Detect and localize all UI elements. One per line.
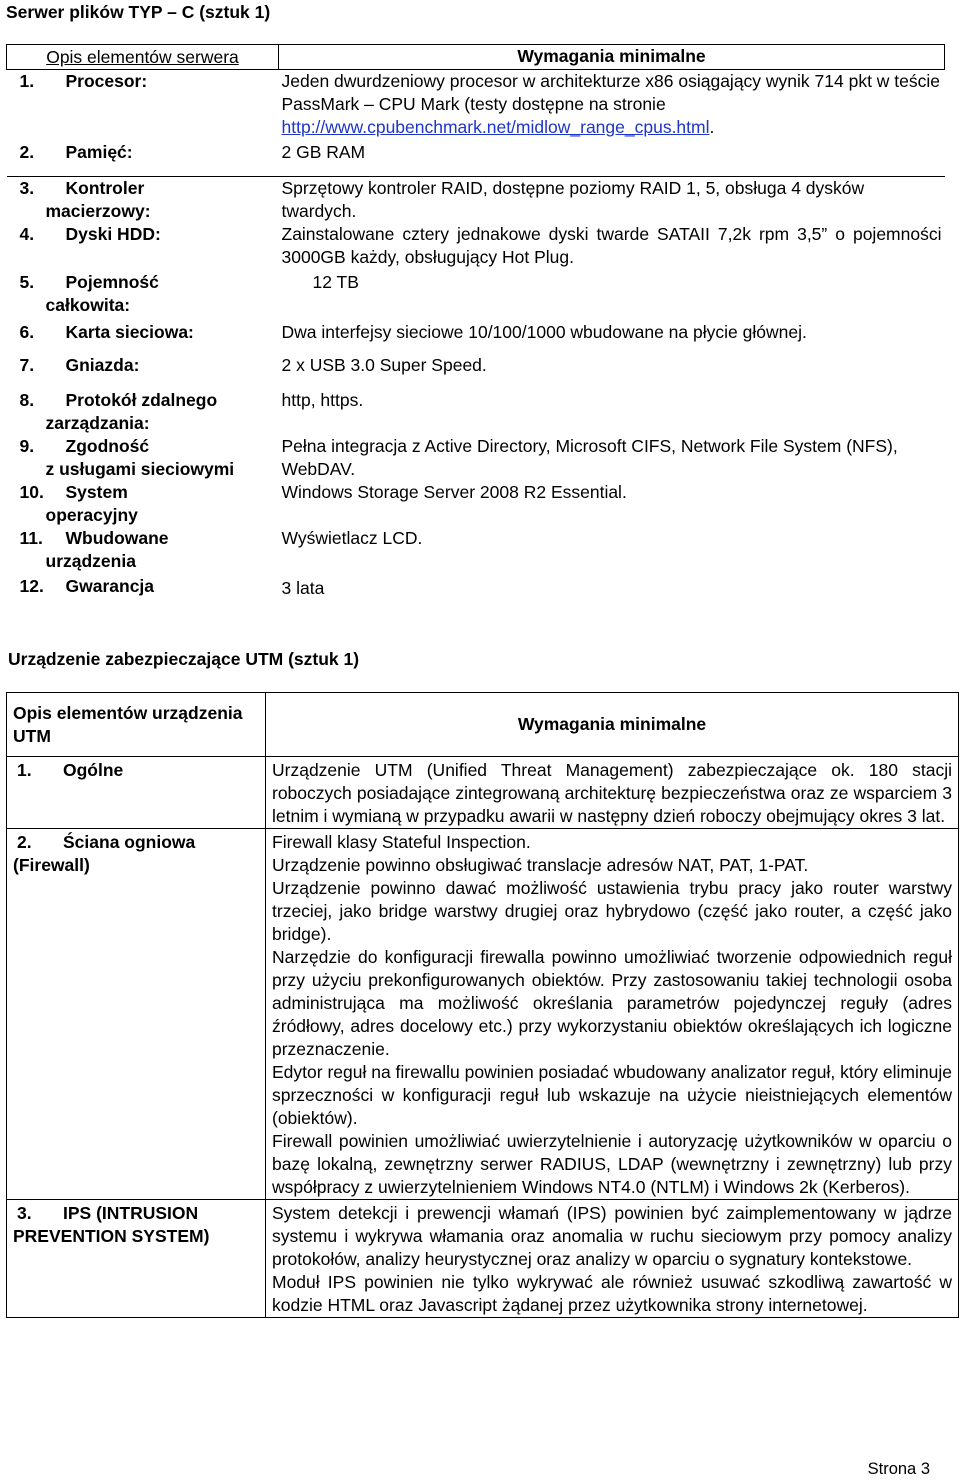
table-row: 3. Kontroler macierzowy: Sprzętowy kontroler RAID, dostępne poziomy RAID 1, 5, obsługa 4 dysków twardych.: [7, 177, 945, 224]
table-row: 3. IPS (INTRUSION PREVENTION SYSTEM) System detekcji i prewencji włamań (IPS) powinien być zaimplementowany w jądrze systemu i wykrywa włamania oraz anomalia w ruchu sieciowym przy pomocy analizy protokołów, analizy heurystycznej oraz analizy w oparciu o sygnatury kontekstowe. Moduł IPS powinien nie tylko wykrywać ale również usuwać szkodliwą zawartość w kodzie HTML oraz Javascript żądanej przez użytkownika strony internetowej.: [7, 1200, 959, 1318]
header-col1: Opis elementów serwera: [7, 45, 279, 70]
header-col2: Wymagania minimalne: [266, 693, 959, 757]
table-row: 8. Protokół zdalnego zarządzania: http, https.: [19, 390, 364, 433]
table-row: 12. Gwarancja 3 lata: [19, 576, 325, 598]
table-row: 5. Pojemność całkowita: 12 TB: [19, 272, 359, 315]
table-row: 1. Ogólne Urządzenie UTM (Unified Threat Management) zabezpieczające ok. 180 stacji roboczych posiadające zintegrowaną architekturę bezpieczeństwa oraz ze wsparciem 3 letnim i wymianą w przypadku awarii w następny dzień roboczy obejmujący okres 3 lat.: [7, 757, 959, 829]
table-row: 9. Zgodność z usługami sieciowymi Pełna integracja z Active Directory, Microsoft CIFS, Network File System (NFS), WebDAV.: [19, 436, 898, 479]
table-row: 2. Pamięć: 2 GB RAM: [19, 142, 366, 162]
table-row: 7. Gniazda: 2 x USB 3.0 Super Speed.: [19, 355, 487, 375]
table-row: 10. System operacyjny Windows Storage Server 2008 R2 Essential.: [19, 482, 627, 525]
table-row: 11. Wbudowane urządzenia Wyświetlacz LCD.: [19, 528, 423, 571]
page-number: Strona 3: [867, 1460, 930, 1478]
header-col2: Wymagania minimalne: [279, 45, 945, 70]
utm-spec-table: [6, 692, 959, 1318]
table-row: 6. Karta sieciowa: Dwa interfejsy sieciowe 10/100/1000 wbudowane na płycie głównej.: [19, 322, 807, 342]
table-row: 1. Procesor: Jeden dwurdzeniowy procesor w architekturze x86 osiągający wynik 714 pkt w teście PassMark – CPU Mark (testy dostępne na stronie http://www.cpubenchmark.net/midlow_range_cpus.html.: [19, 71, 941, 137]
table-header: [7, 693, 959, 757]
section2-title: Urządzenie zabezpieczające UTM (sztuk 1): [8, 649, 360, 669]
server-spec-table: [6, 44, 945, 600]
cpubenchmark-link[interactable]: http://www.cpubenchmark.net/midlow_range_cpus.html: [281, 117, 710, 137]
header-col1: Opis elementów urządzenia UTM: [7, 693, 266, 757]
section1-title: Serwer plików TYP – C (sztuk 1): [6, 2, 271, 22]
table-row: 2. Ściana ogniowa (Firewall) Firewall klasy Stateful Inspection. Urządzenie powinno obsługiwać translacje adresów NAT, PAT, 1-PAT. Urządzenie powinno dawać możliwość ustawienia trybu pracy jako router warstwy trzeciej, jako bridge warstwy drugiej oraz hybrydowo (część jako router, a część jako bridge). Narzędzie do konfiguracji firewalla powinno umożliwiać tworzenie odpowiednich reguł przy użyciu prekonfigurowanych obiektów. Przy zastosowaniu takiej technologii osoba administrująca ma możliwość określania parametrów pojedynczej reguły (adres źródłowy, adres docelowy etc.) przy wykorzystaniu obiektów określających ich logiczne przeznaczenie. Edytor reguł na firewallu powinien posiadać wbudowany analizator reguł, który eliminuje sprzeczności w konfiguracji reguł lub wskazuje na użycie nieistniejących elementów (obiektów). Firewall powinien umożliwiać uwierzytelnienie i autoryzację użytkowników w oparciu o bazę lokalną, zewnętrzny serwer RADIUS, LDAP (wewnętrzny i zewnętrzny) lub przy współpracy z uwierzytelnieniem Windows NT4.0 (NTLM) i Windows 2k (Kerberos).: [7, 829, 959, 1200]
table-row: 4. Dyski HDD: Zainstalowane cztery jednakowe dyski twarde SATAII 7,2k rpm 3,5” o pojemności 3000GB każdy, obsługujący Hot Plug.: [19, 224, 942, 267]
table-header: [7, 45, 945, 70]
